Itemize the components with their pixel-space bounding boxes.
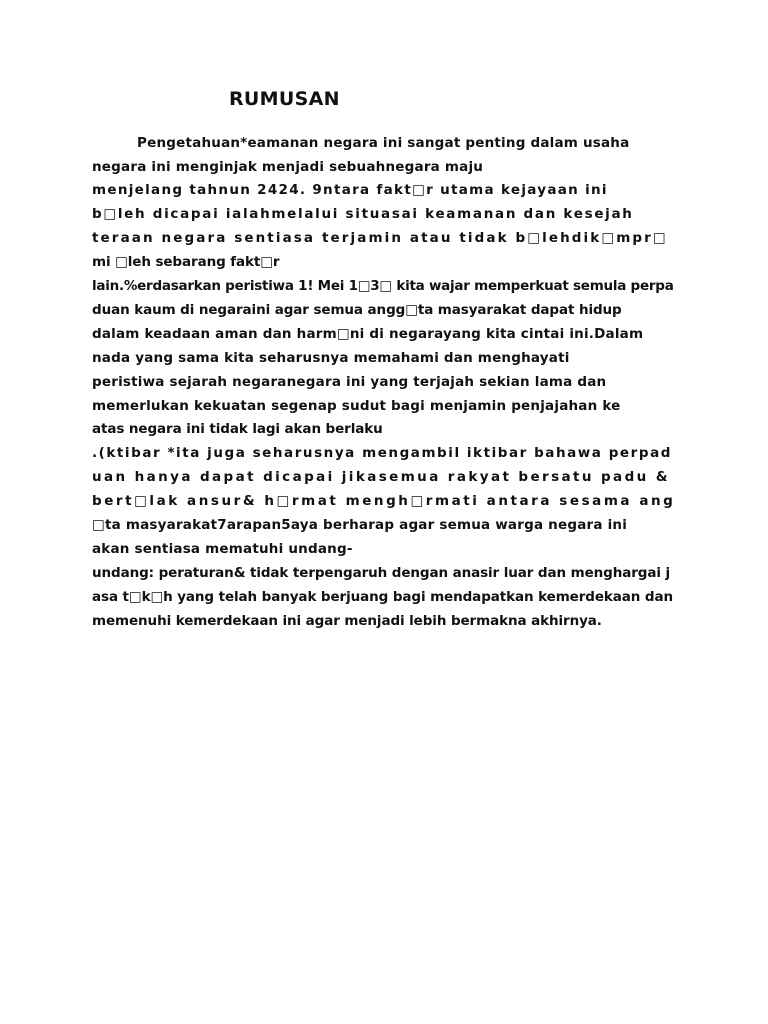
document-title: RUMUSAN <box>229 88 340 110</box>
paragraph-line: uan hanya dapat dicapai jikasemua rakyat bersatu padu & <box>92 469 670 485</box>
paragraph-line: asa t□k□h yang telah banyak berjuang bagi mendapatkan kemerdekaan dan <box>92 589 673 605</box>
paragraph-line: menjelang tahnun 2424. 9ntara fakt□r utama kejayaan ini <box>92 182 608 198</box>
paragraph-line: duan kaum di negaraini agar semua angg□ta masyarakat dapat hidup <box>92 302 622 318</box>
paragraph-line: □ta masyarakat7arapan5aya berharap agar semua warga negara ini <box>92 517 628 533</box>
paragraph-line: bert□lak ansur& h□rmat mengh□rmati antara sesama ang <box>92 493 676 509</box>
paragraph-line: Pengetahuan*eamanan negara ini sangat penting dalam usaha <box>137 135 630 151</box>
paragraph-line: peristiwa sejarah negaranegara ini yang terjajah sekian lama dan <box>92 374 607 390</box>
paragraph-line: akan sentiasa mematuhi undang- <box>92 541 353 557</box>
paragraph-line: b□leh dicapai ialahmelalui situasai keamanan dan kesejah <box>92 206 634 222</box>
paragraph-line: memerlukan kekuatan segenap sudut bagi menjamin penjajahan ke <box>92 398 621 414</box>
paragraph-line: dalam keadaan aman dan harm□ni di negarayang kita cintai ini.Dalam <box>92 326 644 342</box>
paragraph-line: mi □leh sebarang fakt□r <box>92 254 280 270</box>
paragraph-line: undang: peraturan& tidak terpengaruh dengan anasir luar dan menghargai j <box>92 565 671 581</box>
paragraph-line: negara ini menginjak menjadi sebuahnegara maju <box>92 159 484 175</box>
paragraph-line: lain.%erdasarkan peristiwa 1! Mei 1□3□ kita wajar memperkuat semula perpa <box>92 278 674 294</box>
paragraph-line: memenuhi kemerdekaan ini agar menjadi lebih bermakna akhirnya. <box>92 613 602 629</box>
paragraph-line: .(ktibar *ita juga seharusnya mengambil iktibar bahawa perpad <box>92 445 672 461</box>
paragraph-line: teraan negara sentiasa terjamin atau tidak b□lehdik□mpr□ <box>92 230 668 246</box>
paragraph-line: nada yang sama kita seharusnya memahami dan menghayati <box>92 350 570 366</box>
paragraph-line: atas negara ini tidak lagi akan berlaku <box>92 421 383 437</box>
